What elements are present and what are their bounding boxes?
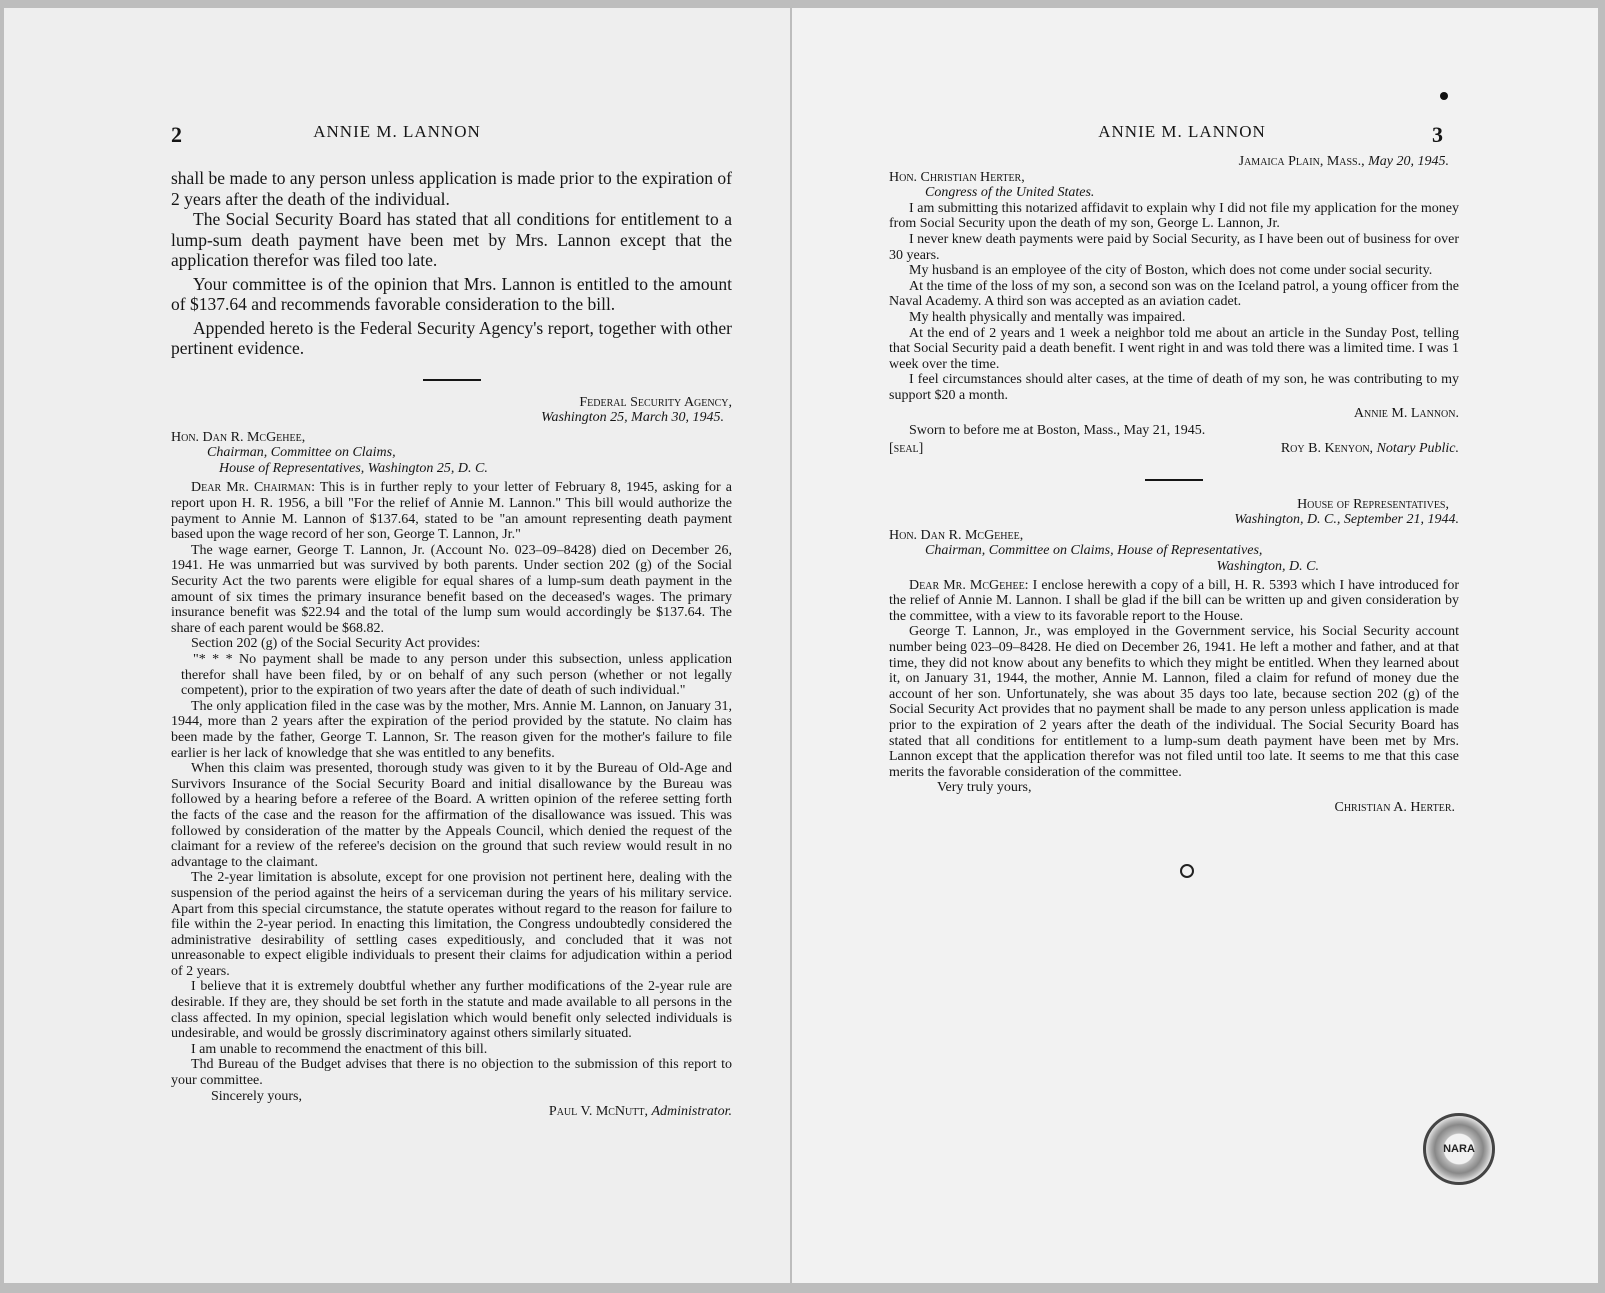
right-running-head: ANNIE M. LANNON	[1098, 122, 1266, 141]
ink-dot	[1440, 92, 1448, 100]
intro-paragraph: The Social Security Board has stated that all conditions for entitlement to a lump-sum death payment have been met by Mrs. Lannon except that the application therefor was filed too late.	[171, 209, 732, 270]
affidavit-signature: Annie M. Lannon.	[1353, 405, 1459, 421]
intro-paragraph: Appended hereto is the Federal Security Agency's report, together with other pertinent evidence.	[171, 317, 732, 358]
seal-label: [seal]	[889, 440, 924, 456]
stamp-text: NARA	[1443, 1143, 1475, 1155]
letter-addressee-title: Chairman, Committee on Claims, House of Representatives,	[925, 543, 1263, 559]
affidavit-paragraph: My health physically and mentally was impaired.	[909, 309, 1186, 325]
letter-signature: Christian A. Herter.	[1334, 799, 1455, 815]
letter-addressee-city: Washington, D. C.	[1216, 559, 1319, 575]
section-rule	[1145, 479, 1203, 481]
letter-paragraph: Dear Mr. McGehee: I enclose herewith a copy of a bill, H. R. 5393 which I have introduced for the relief of Annie M. Lannon. I shall be glad if the bill can be written up and given consideration by the committee, with a view to its favorable report to the House.	[889, 577, 1459, 624]
affidavit-sworn: Sworn to before me at Boston, Mass., May 21, 1945.	[909, 423, 1206, 439]
affidavit-paragraph: At the time of the loss of my son, a second son was on the Iceland patrol, a young officer from the Naval Academy. A third son was accepted as an aviation cadet.	[889, 278, 1459, 310]
letter-paragraph: Dear Mr. Chairman: This is in further reply to your letter of February 8, 1945, asking for a report upon H. R. 1956, a bill "For the relief of Annie M. Lannon." This bill would authorize the payment to Annie M. Lannon of $137.64, stated to be "an amount representing death payment based upon the wage record of her son, George T. Lannon, Jr."	[171, 480, 733, 543]
intro-paragraph: Your committee is of the opinion that Mrs. Lannon is entitled to the amount of $137.64 and recommends favorable consideration to the bill.	[171, 273, 732, 314]
letter-org: House of Representatives,	[1297, 496, 1449, 512]
letter-paragraph: Section 202 (g) of the Social Security Act provides:	[191, 636, 481, 652]
letter-closing: Very truly yours,	[937, 780, 1032, 796]
left-page-number: 2	[171, 122, 183, 147]
notary-signature: Roy B. Kenyon, Notary Public.	[1280, 440, 1459, 456]
left-running-head: ANNIE M. LANNON	[313, 122, 481, 141]
right-page	[792, 8, 1598, 1283]
right-page-number: 3	[1432, 122, 1444, 147]
library-stamp	[1423, 1113, 1495, 1185]
affidavit-paragraph: I am submitting this notarized affidavit to explain why I did not file my application for the money from Social Security upon the death of my son, George L. Lannon, Jr.	[889, 200, 1459, 232]
affidavit-paragraph: My husband is an employee of the city of Boston, which does not come under social security.	[909, 263, 1433, 279]
letter-date: Washington 25, March 30, 1945.	[541, 410, 724, 426]
letter-closing: Sincerely yours,	[211, 1088, 302, 1104]
letter-signature: Paul V. McNutt, Administrator.	[548, 1104, 732, 1120]
left-column	[171, 168, 732, 1120]
affidavit-paragraph: I feel circumstances should alter cases, at the time of death of my son, he was contributing to my support $20 a month.	[889, 372, 1459, 403]
letter-paragraph: George T. Lannon, Jr., was employed in the Government service, his Social Security account number being 023–09–8428. He died on December 26, 1941. He left a mother and father, and at that time, they did not know about any benefits to which they might be entitled. When they learned about it, on January 31, 1944, the mother, Annie M. Lannon, filed a claim for refund of money due the account of her son. Unfortunately, she was about 35 days too late, because section 202 (g) of the Social Security Act provides that no payment shall be made to any person unless application is made prior to the expiration of 2 years after the death of the individual. The Social Security Board has stated that all conditions for entitlement to a lump-sum death payment have been met by Mrs. Lannon except that the application therefor was not filed until too late. It seems to me that this case merits the favorable consideration of the committee.	[889, 624, 1459, 780]
letter-paragraph: Thd Bureau of the Budget advises that there is no objection to the submission of this report to your committee.	[171, 1057, 732, 1089]
letter-org: Federal Security Agency,	[579, 394, 732, 410]
letter-paragraph: The 2-year limitation is absolute, except for one provision not pertinent here, dealing with the suspension of the period against the heirs of a serviceman during the years of his military service. Apart from this special circumstance, the statute operates without regard to the reason for failure to file within the 2-year period. In enacting this limitation, the Congress undoubtedly considered the administrative desirability of settling cases expeditiously, and concluded that it was not unreasonable to expect eligible individuals to present their claims for adjudication within a period of 2 years.	[171, 870, 732, 979]
letter-addressee: Hon. Dan R. McGehee,	[171, 429, 306, 445]
hole-punch-mark	[1180, 864, 1194, 878]
left-page	[4, 8, 790, 1283]
affidavit-addressee: Hon. Christian Herter,	[889, 169, 1025, 185]
affidavit-paragraph: At the end of 2 years and 1 week a neighbor told me about an article in the Sunday Post, telling that Social Security paid a death benefit. I went right in and was told there was a limited time. I was 1 week over the time.	[889, 325, 1459, 372]
letter-date: Washington, D. C., September 21, 1944.	[1234, 512, 1459, 528]
letter-paragraph: When this claim was presented, thorough study was given to it by the Bureau of Old-Age and Survivors Insurance of the Social Security Board and initial disallowance by the Bureau was followed by a hearing before a referee of the Board. A written opinion of the referee setting forth the facts of the case and the reason for the affirmation of the disallowance was issued. This was followed by consideration of the matter by the Appeals Council, which denied the request of the claimant for a review of the referee's decision on the ground that such review would result in no advantage to the claimant.	[171, 761, 732, 870]
letter-paragraph: I believe that it is extremely doubtful whether any further modifications of the 2-year rule are desirable. If they are, they should be set forth in the statute and made available to all persons in the class affected. In my opinion, special legislation which would benefit only selected individuals is undesirable, and would be grossly discriminatory against others similarly situated.	[171, 979, 732, 1042]
letter-paragraph: I am unable to recommend the enactment of this bill.	[191, 1041, 488, 1057]
letter-paragraph: The only application filed in the case was by the mother, Mrs. Annie M. Lannon, on January 31, 1944, more than 2 years after the expiration of the period provided by the statute. No claim has been made by the father, George T. Lannon, Sr. The reason given for the mother's failure to file earlier is her lack of knowledge that she was entitled to any benefits.	[171, 698, 732, 761]
right-column	[889, 154, 1459, 816]
affidavit-paragraph: I never knew death payments were paid by Social Security, as I have been out of business for over 30 years.	[889, 231, 1459, 263]
letter-addressee-title: Chairman, Committee on Claims,	[207, 445, 396, 461]
notary-row	[889, 441, 1459, 457]
intro-paragraph: shall be made to any person unless application is made prior to the expiration of 2 years after the death of the individual.	[171, 168, 732, 209]
letter-addressee: Hon. Dan R. McGehee,	[889, 527, 1024, 543]
statute-quote: "* * * No payment shall be made to any person under this subsection, unless application therefor shall have been filed, by or on behalf of any such person (whether or not legally competent), prior to the expiration of two years after the date of death of such individual."	[181, 652, 732, 699]
affidavit-date: Jamaica Plain, Mass., May 20, 1945.	[1238, 154, 1449, 169]
letter-addressee-office: House of Representatives, Washington 25, D. C.	[219, 460, 488, 476]
section-rule	[423, 379, 481, 381]
letter-paragraph: The wage earner, George T. Lannon, Jr. (Account No. 023–09–8428) died on December 26, 1941. He was unmarried but was survived by both parents. Under section 202 (g) of the Social Security Act the two parents were eligible for equal shares of a lump-sum death payment in the amount of six times the primary insurance benefit based on the deceased's wages. The primary insurance benefit was $22.94 and the total of the lump sum would accordingly be $137.64. The share of each parent would be $68.82.	[171, 542, 732, 636]
affidavit-addressee-org: Congress of the United States.	[925, 185, 1095, 201]
